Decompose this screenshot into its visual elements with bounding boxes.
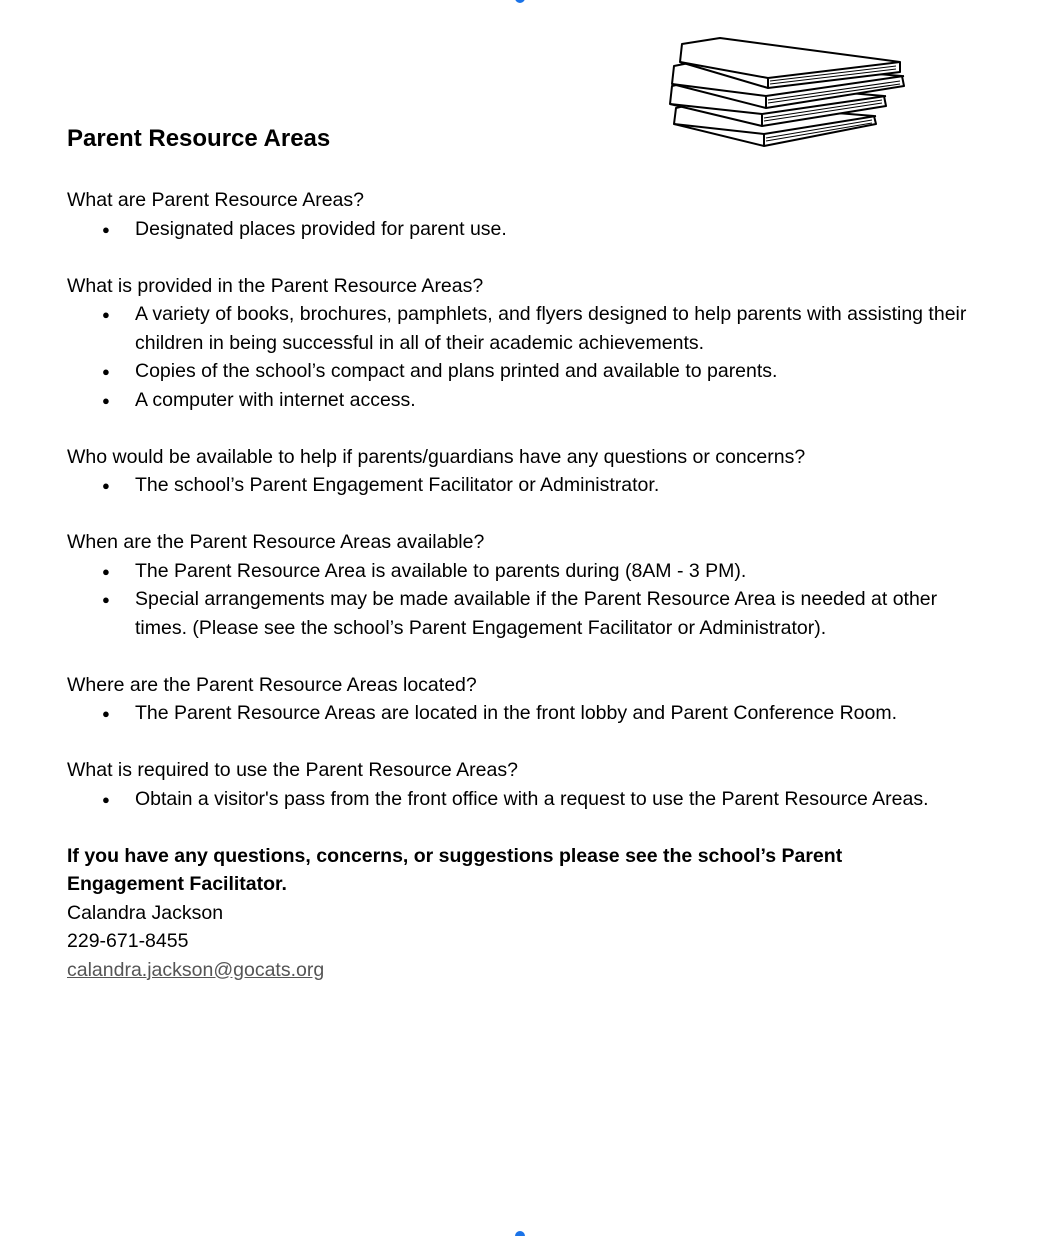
faq-question: When are the Parent Resource Areas available? bbox=[67, 531, 485, 553]
page-title: Parent Resource Areas bbox=[67, 125, 331, 152]
faq-answer-item: ● Special arrangements may be made available if the Parent Resource Area is needed at other times. (Please see the school’s Parent Engagement Facilitator or Administrator). bbox=[135, 585, 967, 642]
faq-question: What is required to use the Parent Resource Areas? bbox=[67, 759, 518, 781]
faq-answer-item: ● Obtain a visitor's pass from the front office with a request to use the Parent Resource Areas. bbox=[135, 785, 967, 814]
contact-phone: 229-671-8455 bbox=[67, 930, 189, 952]
faq-answer-item: ● The Parent Resource Area is available to parents during (8AM - 3 PM). bbox=[135, 557, 967, 586]
faq-section bbox=[67, 756, 967, 813]
faq-question: Where are the Parent Resource Areas located? bbox=[67, 673, 477, 696]
faq-answer-list bbox=[67, 215, 967, 244]
faq-question: What are Parent Resource Areas? bbox=[67, 189, 364, 211]
document-body bbox=[67, 186, 967, 984]
faq-sections bbox=[67, 186, 967, 813]
faq-answer-list bbox=[67, 699, 967, 728]
faq-answer-list bbox=[67, 785, 967, 814]
contact-note: If you have any questions, concerns, or suggestions please see the school’s Parent Engagement Facilitator. bbox=[67, 844, 843, 895]
contact-email-link[interactable]: calandra.jackson@gocats.org bbox=[67, 958, 325, 981]
books-illustration bbox=[664, 36, 910, 152]
faq-answer-item: ● The school’s Parent Engagement Facilitator or Administrator. bbox=[135, 471, 967, 500]
faq-section bbox=[67, 671, 967, 728]
faq-answer-list bbox=[67, 300, 967, 414]
page-top-marker bbox=[515, 0, 525, 3]
faq-question: What is provided in the Parent Resource Areas? bbox=[67, 274, 484, 297]
faq-answer-list bbox=[67, 471, 967, 500]
contact-name: Calandra Jackson bbox=[67, 901, 224, 924]
faq-answer-item: ● Copies of the school’s compact and plans printed and available to parents. bbox=[135, 357, 967, 386]
faq-section bbox=[67, 528, 967, 642]
contact-block bbox=[67, 842, 967, 985]
faq-question: Who would be available to help if parents/guardians have any questions or concerns? bbox=[67, 445, 806, 468]
faq-answer-item: ● A computer with internet access. bbox=[135, 386, 967, 415]
faq-answer-list bbox=[67, 557, 967, 643]
faq-section bbox=[67, 443, 967, 500]
faq-answer-item: ● A variety of books, brochures, pamphlets, and flyers designed to help parents with assisting their children in being successful in all of their academic achievements. bbox=[135, 300, 967, 357]
faq-answer-item: ● The Parent Resource Areas are located in the front lobby and Parent Conference Room. bbox=[135, 699, 967, 728]
faq-section bbox=[67, 272, 967, 415]
faq-answer-item: ● Designated places provided for parent use. bbox=[135, 215, 967, 244]
faq-section bbox=[67, 186, 967, 243]
